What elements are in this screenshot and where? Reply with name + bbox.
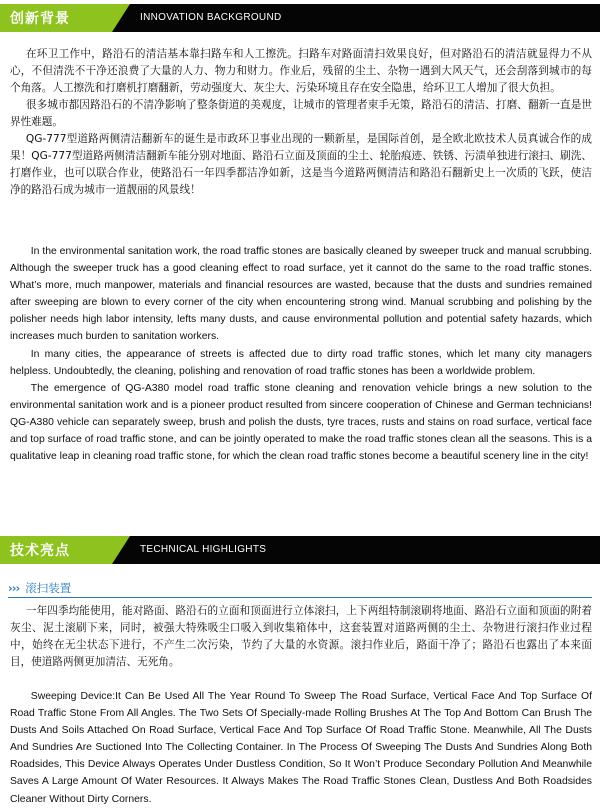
background-cn-text	[10, 46, 592, 199]
section-title-en: TECHNICAL HIGHLIGHTS	[140, 544, 267, 555]
header-slant	[112, 536, 130, 564]
cn-paragraph: QG-777型道路两侧清洁翻新车的诞生是市政环卫事业出现的一颗新星，是国际首创，是全欧北欧技术人员真诚合作的成果！QG-777型道路两侧清洁翻新车能分别对地面、路沿石立面及顶面的尘土、轮胎痕迹、铁锈、污渍单独进行滚扫、刷洗、打磨作业，也可以联合作业，使路沿石一年四季都洁净如新，这是当今道路两侧清洁和路沿石翻新史上一次质的飞跃，使洁净的路沿石成为城市一道靓丽的风景线！	[10, 133, 592, 196]
cn-paragraph: 很多城市都因路沿石的不清净影响了整条街道的美观度，让城市的管理者束手无策，路沿石的清洁、打磨、翻新一直是世界性难题。	[10, 99, 592, 128]
header-slant	[112, 4, 130, 32]
sweeping-cn-text	[10, 603, 592, 671]
sweeping-en-text	[10, 688, 592, 808]
en-paragraph: In many cities, the appearance of streets is affected due to dirty road traffic stones, which let many city managers helpless. Undoubtedly, the cleaning, polishing and renovation of road traffic stones has been a worldwide problem.	[10, 348, 592, 377]
subheading-label: 滚扫装置	[25, 581, 72, 595]
section-title-en: INNOVATION BACKGROUND	[140, 12, 282, 23]
chevrons-icon: ›››	[8, 581, 20, 595]
en-paragraph: In the environmental sanitation work, the road traffic stones are basically cleaned by sweeper truck and manual scrubbing. Although the sweeper truck has a good cleaning effect to road surface, yet it cannot do the same to the road traffic stones. What’s more, much manpower, materials and financial resources are wasted, because that the dusts and sundries remained after sweeping are blown to every corner of the city when encountering strong wind. Manual scrubbing and polishing by the polisher needs high labor intensity, lefts many dusts, and cause environmental pollution and potential safety hazards, which increases much burden to sanitation workers.	[10, 246, 593, 343]
background-en-text	[10, 243, 592, 465]
subheading-sweeping-device	[8, 580, 71, 596]
subheading-divider	[8, 597, 592, 598]
section-title-cn: 技术亮点	[10, 543, 70, 559]
section-header-innovation	[0, 4, 600, 32]
section-title-cn: 创新背景	[10, 11, 70, 27]
cn-paragraph: 在环卫工作中，路沿石的清洁基本靠扫路车和人工擦洗。扫路车对路面清扫效果良好，但对路沿石的清洁就显得力不从心，不但清洗不干净还浪费了大量的人力、物力和财力。作业后，残留的尘土、杂物一遇到大风天气，还会刮落到城市的每个角落。人工擦洗和打磨机打磨翻新，劳动强度大、灰尘大、污染环境且存在安全隐患，给环卫工人增加了很大负担。	[10, 48, 592, 94]
en-paragraph: The emergence of QG-A380 model road traffic stone cleaning and renovation vehicle brings a new solution to the environmental sanitation work and is a pioneer product resulted from sincere cooperation of Chinese and German technicians! QG-A380 vehicle can separately sweep, brush and polish the dusts, tyre traces, rusts and stains on road surface, vertical face and top surface of road traffic stone, and can be jointly operated to make the road traffic stones clean all the seasons. This is a qualitative leap in cleaning road traffic stone, for which the clean road traffic stones become a beautiful scenery line in the city!	[10, 382, 592, 463]
cn-paragraph: 一年四季均能使用，能对路面、路沿石的立面和顶面进行立体滚扫，上下两组特制滚刷将地面、路沿石立面和顶面的附着灰尘、泥土滚刷下来，同时，被强大特殊吸尘口吸入到收集箱体中，这套装置对道路两侧的尘土、杂物进行滚扫作业过程中，始终在无尘状态下进行，不产生二次污染，节约了大量的水资源。滚扫作业后，路面干净了；路沿石也露出了本来面目，使道路两侧更加清洁、无死角。	[10, 605, 592, 668]
en-paragraph: Sweeping Device:It Can Be Used All The Year Round To Sweep The Road Surface, Vertical Face And Top Surface Of Road Traffic Stone From All Angles. The Two Sets Of Specially-made Rolling Brushes At The Top And Bottom Can Brush The Dusts And Soils Attached On Road Surface, Vertical Face And Top Surface Of Road Traffic Stone. Meanwhile, All The Dusts And Sundries Are Suctioned Into The Collecting Container. In The Process Of Sweeping The Dusts And Sundries Along Both Roadsides, This Device Always Operates Under Dustless Condition, So It Won’t Produce Secondary Pollution And Meanwhile Saves A Large Amount Of Water Resources. It Always Makes The Road Traffic Stones Clean, Dustless And Both Roadsides Cleaner Without Dirty Corners.	[10, 691, 592, 805]
section-header-technical	[0, 536, 600, 564]
